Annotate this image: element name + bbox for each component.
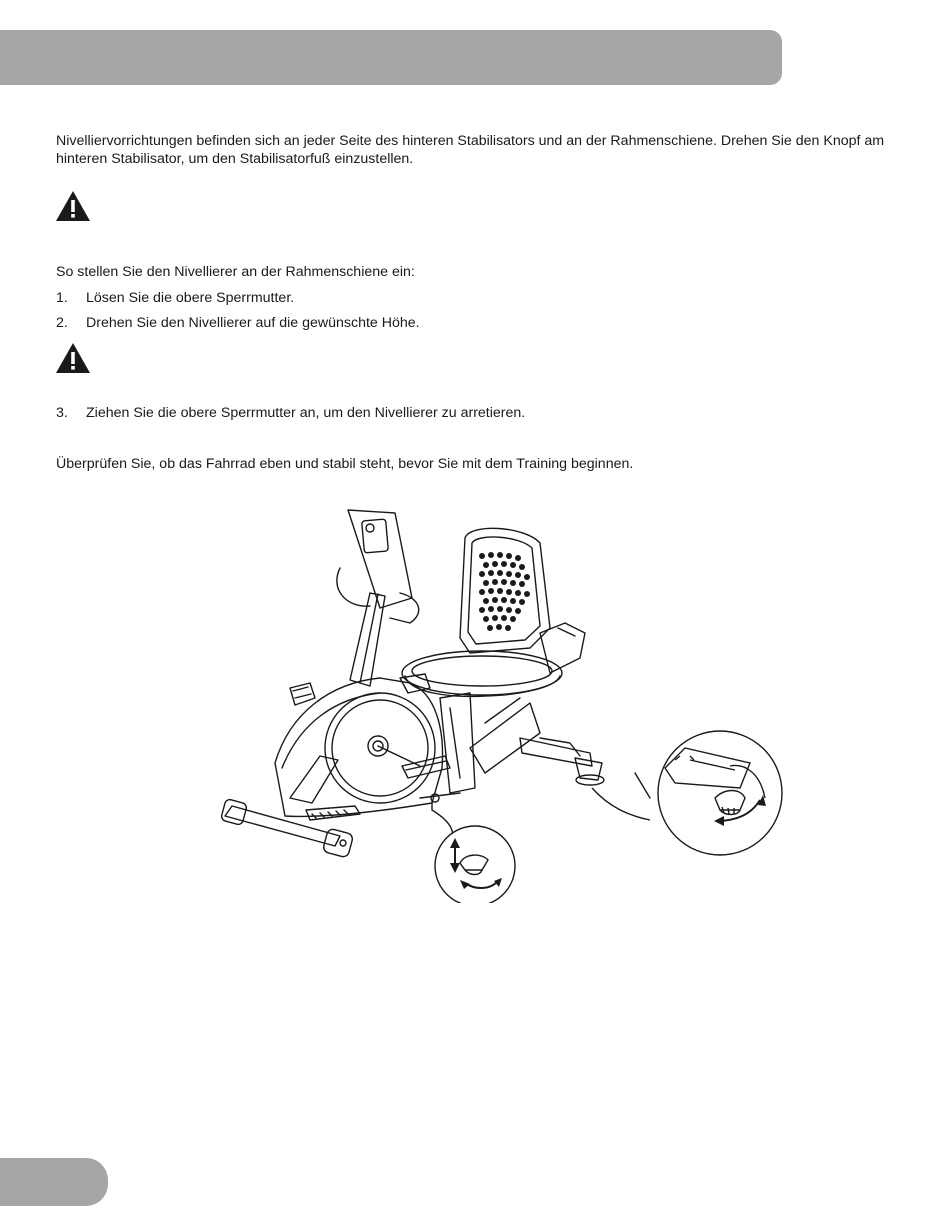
step-3 [56, 404, 525, 422]
step-number: 1. [56, 290, 68, 306]
warning-triangle-icon [55, 342, 91, 374]
step-text: Ziehen Sie die obere Sperrmutter an, um den Nivellierer zu arretieren. [86, 405, 526, 421]
closing-paragraph: Überprüfen Sie, ob das Fahrrad eben und stabil steht, bevor Sie mit dem Training beginnen. [56, 456, 634, 472]
step-1 [56, 289, 294, 307]
step-text: Drehen Sie den Nivellierer auf die gewünschte Höhe. [86, 315, 420, 331]
bike-body [275, 678, 443, 820]
rear-stabilizer-callout [592, 731, 782, 855]
rail-intro-text: So stellen Sie den Nivellierer an der Rahmenschiene ein: [56, 264, 415, 280]
step-number: 2. [56, 315, 68, 331]
step-number: 3. [56, 405, 68, 421]
step-text: Lösen Sie die obere Sperrmutter. [86, 290, 295, 306]
step-2 [56, 314, 420, 332]
header-bar [0, 30, 782, 85]
console-mast [337, 510, 419, 686]
rear-frame [440, 693, 650, 798]
rail-leveler-callout [432, 810, 515, 903]
frame-rail-leveler [420, 793, 460, 810]
warning-triangle-icon [55, 190, 91, 222]
seat [400, 651, 562, 696]
footer-page-tab [0, 1158, 108, 1206]
intro-paragraph: Nivelliervorrichtungen befinden sich an jeder Seite des hinteren Stabilisators und an der Rahmenschiene. Drehen Sie den Knopf am hinteren Stabilisator, um den Stabilisatorfuß einzustellen. [56, 133, 885, 167]
recumbent-bike-illustration [220, 498, 785, 903]
